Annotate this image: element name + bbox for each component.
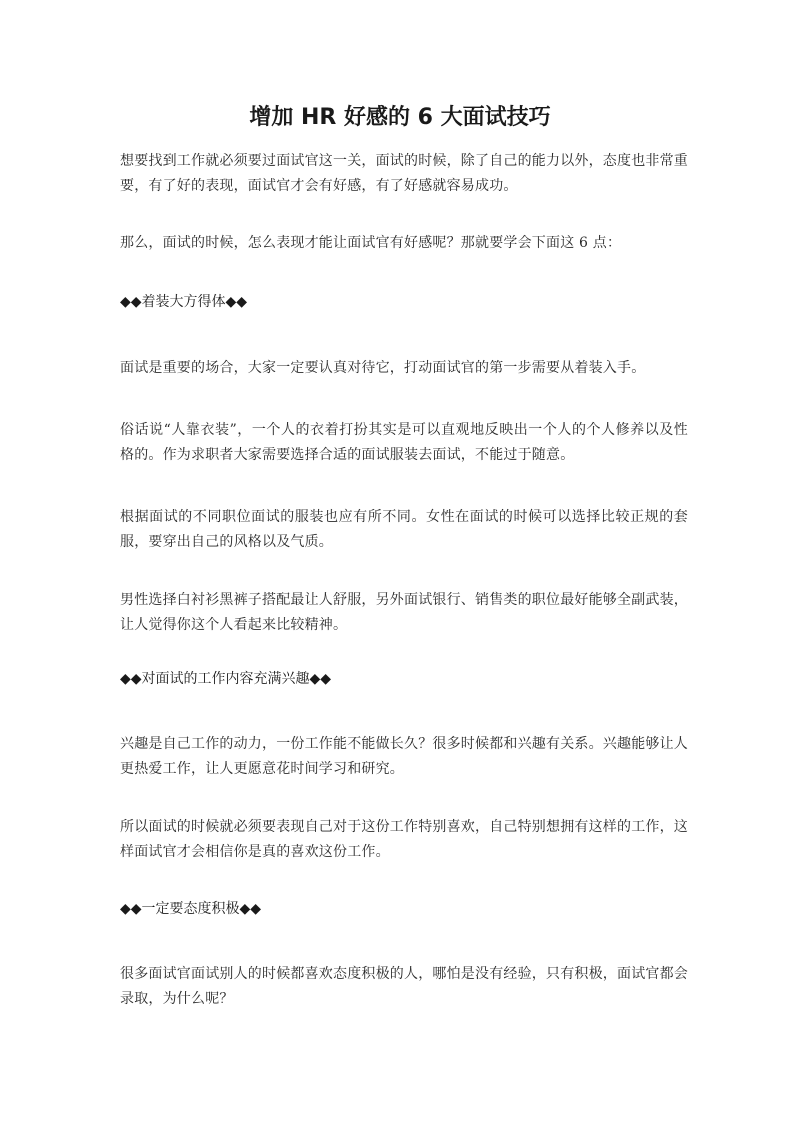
- document-title: 增加 HR 好感的 6 大面试技巧: [249, 105, 551, 130]
- intro-paragraph: 想要找到工作就必须要过面试官这一关，面试的时候，除了自己的能力以外，态度也非常重要，有了好的表现，面试官才会有好感，有了好感就容易成功。: [120, 153, 688, 194]
- section-heading-attitude: ◆◆一定要态度积极◆◆: [120, 901, 262, 917]
- section-heading-interest: ◆◆对面试的工作内容充满兴趣◆◆: [120, 671, 332, 687]
- question-paragraph: 那么，面试的时候，怎么表现才能让面试官有好感呢？那就要学会下面这 6 点：: [120, 235, 622, 251]
- attire-paragraph-4: 男性选择白衬衫黑裤子搭配最让人舒服，另外面试银行、销售类的职位最好能够全副武装，让人觉得你这个人看起来比较精神。: [120, 592, 688, 633]
- attire-paragraph-2: 俗话说“人靠衣装”，一个人的衣着打扮其实是可以直观地反映出一个人的个人修养以及性格的。作为求职者大家需要选择合适的面试服装去面试，不能过于随意。: [120, 422, 688, 463]
- interest-paragraph-2: 所以面试的时候就必须要表现自己对于这份工作特别喜欢，自己特别想拥有这样的工作，这样面试官才会相信你是真的喜欢这份工作。: [120, 819, 688, 860]
- attire-paragraph-1: 面试是重要的场合，大家一定要认真对待它，打动面试官的第一步需要从着装入手。: [120, 360, 646, 376]
- attitude-paragraph-1: 很多面试官面试别人的时候都喜欢态度积极的人，哪怕是没有经验，只有积极，面试官都会录取，为什么呢？: [120, 966, 688, 1007]
- interest-paragraph-1: 兴趣是自己工作的动力，一份工作能不能做长久？很多时候都和兴趣有关系。兴趣能够让人更热爱工作，让人更愿意花时间学习和研究。: [120, 736, 688, 777]
- attire-paragraph-3: 根据面试的不同职位面试的服装也应有所不同。女性在面试的时候可以选择比较正规的套服，要穿出自己的风格以及气质。: [120, 509, 688, 550]
- section-heading-attire: ◆◆着装大方得体◆◆: [120, 294, 248, 310]
